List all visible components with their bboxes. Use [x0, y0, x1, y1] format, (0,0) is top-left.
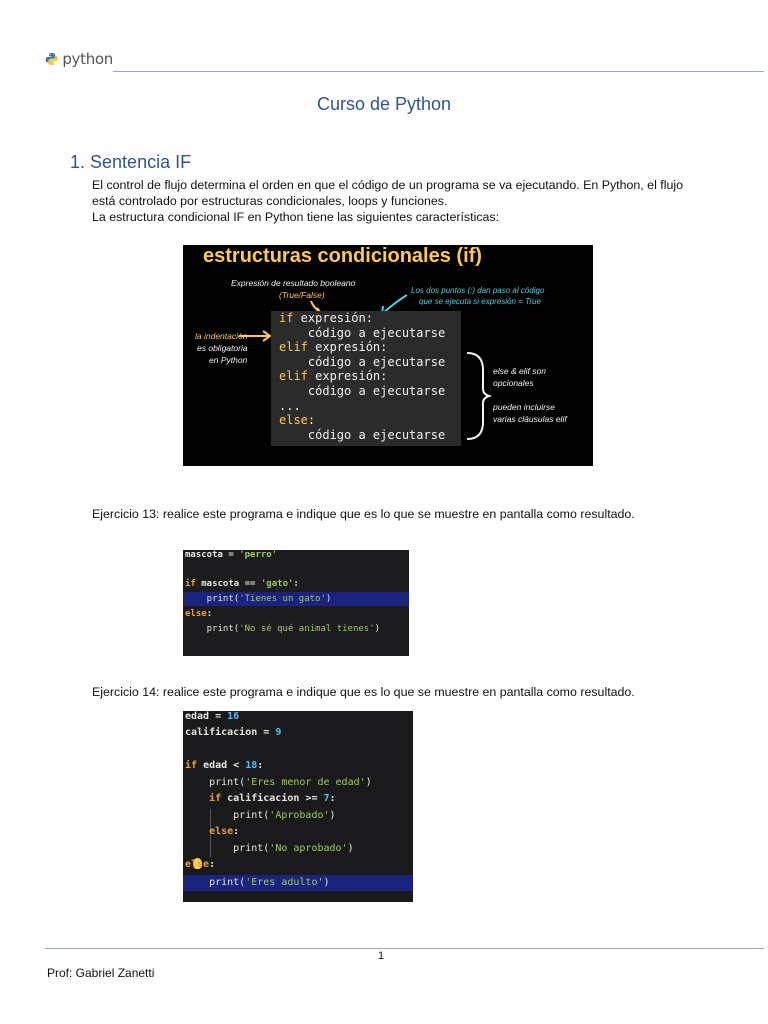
note-bool-line-2: (True/False): [279, 290, 325, 300]
page-number: 1: [378, 950, 385, 962]
section-heading: [70, 152, 191, 173]
document-title: Curso de Python: [316, 94, 452, 114]
figure-code-line-4: código a ejecutarse: [279, 355, 446, 369]
note-bool-line-1: Expresión de resultado booleano: [231, 278, 356, 288]
exercise-13-text: Ejercicio 13: realice este programa e indique que es lo que se muestre en pantalla como resultado.: [92, 507, 635, 521]
curly-brace: [467, 353, 489, 439]
note-indent-line-3: en Python: [209, 355, 248, 365]
ex14-code-line-9: else:: [185, 859, 216, 870]
ex13-code-line-1: mascota = 'perro': [185, 550, 278, 560]
footer-rule: [45, 948, 764, 949]
python-logo: [45, 43, 113, 75]
header-rule: [113, 71, 764, 72]
figure-code-line-5: elif expresión:: [279, 369, 388, 383]
figure-title: estructuras condicionales (if): [203, 245, 482, 267]
ex14-code-line-1: edad = 16: [185, 711, 240, 722]
ex14-code-line-4: print('Eres menor de edad'): [185, 777, 372, 788]
ex13-code-line-5: print('No sé qué animal tienes'): [185, 624, 381, 634]
section-number: 1.: [70, 152, 86, 172]
if-structure-figure: [183, 245, 593, 466]
note-multiple-line-2: varias cláusulas elif: [493, 414, 567, 424]
figure-code-line-2: código a ejecutarse: [279, 326, 446, 340]
ex14-code-line-6: print('Aprobado'): [185, 810, 336, 821]
figure-code-line-8: else:: [279, 413, 316, 427]
note-indent-line-2: es obligatoria: [197, 343, 248, 353]
ex13-code-line-3: print('Tienes un gato'): [185, 594, 332, 604]
ex14-code-line-7: else:: [185, 826, 240, 837]
exercise-13-code-screenshot: [183, 550, 409, 656]
figure-code-line-6: código a ejecutarse: [279, 384, 446, 398]
ex14-code-line-5: if calificacion >= 7:: [185, 793, 336, 804]
logo-text: python: [62, 50, 113, 68]
figure-code-line-3: elif expresión:: [279, 340, 388, 354]
intro-line-3: La estructura condicional IF en Python tiene las siguientes características:: [92, 210, 500, 224]
ex13-code-line-4: else:: [185, 609, 213, 619]
ex14-code-line-10: print('Eres adulto'): [185, 877, 330, 888]
code-panel: [271, 311, 461, 446]
figure-code-line-1: if expresión:: [279, 311, 373, 325]
section-title: Sentencia IF: [90, 152, 192, 172]
note-colon-line-1: Los dos puntos (:) dan paso al código: [411, 286, 545, 295]
note-optional-line-2: opcionales: [493, 378, 534, 388]
note-indent-line-1: la indentación: [195, 331, 248, 341]
figure-code-line-7: ...: [279, 399, 301, 413]
intro-line-2: está controlado por estructuras condicionales, loops y funciones.: [92, 194, 448, 208]
ex13-code-line-2: if mascota == 'gato':: [185, 579, 299, 589]
ex14-code-line-2: calificacion = 9: [185, 727, 282, 738]
note-colon-line-2: que se ejecuta si expresión = True: [419, 297, 541, 306]
intro-line-1: El control de flujo determina el orden en que el código de un programa se va ejecutando. En Python, el flujo: [92, 178, 683, 192]
exercise-14-code-screenshot: [183, 711, 413, 902]
exercise-14-text: Ejercicio 14: realice este programa e indique que es lo que se muestre en pantalla como resultado.: [92, 685, 635, 699]
ex14-code-line-3: if edad < 18:: [185, 760, 264, 771]
ex14-code-line-8: print('No aprobado'): [185, 843, 354, 854]
figure-code-line-9: código a ejecutarse: [279, 428, 446, 442]
note-multiple-line-1: pueden incluirse: [493, 402, 555, 412]
footer-author: Prof: Gabriel Zanetti: [47, 966, 155, 980]
python-snake-icon: [45, 49, 58, 69]
note-optional-line-1: else & elif son: [493, 366, 546, 376]
